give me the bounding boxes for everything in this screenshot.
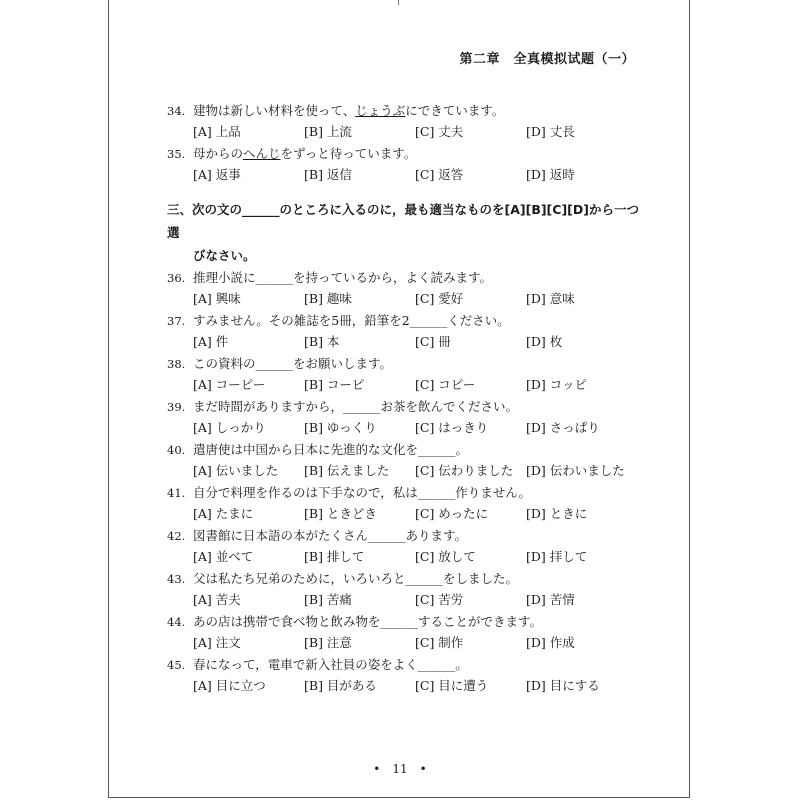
question-item xyxy=(167,568,642,611)
option-row xyxy=(167,417,642,439)
underlined-word: へんじ xyxy=(243,146,281,161)
option-b: [B] 注意 xyxy=(304,635,352,650)
question-item xyxy=(167,310,642,353)
question-text: 春になって，電車で新入社員の姿をよく______。 xyxy=(193,657,468,672)
question-text: あの店は携帯で食べ物と飲み物を______することができます。 xyxy=(193,614,543,629)
option-b: [B] ゆっくり xyxy=(304,420,377,435)
option-row xyxy=(167,460,642,482)
question-item xyxy=(167,100,642,143)
option-row xyxy=(167,589,642,611)
option-d: [D] ときに xyxy=(526,506,588,521)
option-a: [A] 注文 xyxy=(193,635,241,650)
section-instruction-line1: 三、次の文の______のところに入るのに，最も適当なものを[A][B][C][D]から一つ選 xyxy=(167,202,639,240)
option-a: [A] 苦夫 xyxy=(193,592,241,607)
option-c: [C] 返答 xyxy=(415,167,464,182)
option-b: [B] 苦痛 xyxy=(304,592,352,607)
section-heading xyxy=(167,198,647,267)
option-row xyxy=(167,121,642,143)
option-a: [A] コーピー xyxy=(193,377,266,392)
option-row xyxy=(167,503,642,525)
page-title: 第二章 全真模拟试题（一） xyxy=(459,52,635,67)
option-row xyxy=(167,675,642,697)
option-d: [D] さっぱり xyxy=(526,420,600,435)
option-b: [B] コーピ xyxy=(304,377,365,392)
question-item xyxy=(167,439,642,482)
option-c: [C] 制作 xyxy=(415,635,464,650)
question-number: 40. xyxy=(167,443,186,457)
option-row xyxy=(167,331,642,353)
question-number: 37. xyxy=(167,314,186,328)
question-text: すみません。その雑誌を5冊，鉛筆を2______ください。 xyxy=(193,313,510,328)
option-a: [A] 伝いました xyxy=(193,463,279,478)
page-number: 11 xyxy=(392,762,408,776)
option-c: [C] 冊 xyxy=(415,334,451,349)
question-item xyxy=(167,396,642,439)
question-item xyxy=(167,143,642,186)
option-c: [C] めったに xyxy=(415,506,489,521)
option-a: [A] しっかり xyxy=(193,420,266,435)
option-row xyxy=(167,374,642,396)
option-c: [C] 苦労 xyxy=(415,592,464,607)
option-d: [D] 作成 xyxy=(526,635,575,650)
question-text: 父は私たち兄弟のために，いろいろと______をしました。 xyxy=(193,571,519,586)
question-text: この資料の______をお願いします。 xyxy=(193,356,393,371)
question-item xyxy=(167,611,642,654)
option-d: [D] 伝わいました xyxy=(526,463,625,478)
option-b: [B] 上流 xyxy=(304,124,352,139)
question-number: 42. xyxy=(167,529,186,543)
question-text: をずっと待っています。 xyxy=(280,146,417,161)
question-text: 遣唐使は中国から日本に先進的な文化を______。 xyxy=(193,442,469,457)
question-number: 41. xyxy=(167,486,186,500)
option-a: [A] 件 xyxy=(193,334,229,349)
section-instruction-line2: びなさい。 xyxy=(193,248,256,263)
question-content xyxy=(167,100,642,697)
question-item xyxy=(167,353,642,396)
option-c: [C] コピー xyxy=(415,377,476,392)
question-text: 推理小説に______を持っているから，よく読みます。 xyxy=(193,270,493,285)
question-list xyxy=(167,267,642,697)
question-text: 自分で料理を作るのは下手なので，私は______作りません。 xyxy=(193,485,532,500)
option-a: [A] 興味 xyxy=(193,291,241,306)
question-item xyxy=(167,525,642,568)
top-mark xyxy=(398,0,399,5)
question-text: にできています。 xyxy=(405,103,505,118)
question-text: まだ時間がありますから，______お茶を飲んでください。 xyxy=(193,399,519,414)
option-a: [A] 目に立つ xyxy=(193,678,266,693)
option-d: [D] 返時 xyxy=(526,167,575,182)
question-number: 36. xyxy=(167,271,186,285)
option-c: [C] 伝わりました xyxy=(415,463,514,478)
option-d: [D] 目にする xyxy=(526,678,600,693)
option-b: [B] 趣味 xyxy=(304,291,352,306)
option-row xyxy=(167,632,642,654)
question-item xyxy=(167,267,642,310)
option-row xyxy=(167,164,642,186)
option-b: [B] 排して xyxy=(304,549,365,564)
option-b: [B] 返信 xyxy=(304,167,352,182)
option-row xyxy=(167,546,642,568)
option-c: [C] 目に遭う xyxy=(415,678,489,693)
question-number: 35. xyxy=(167,147,186,161)
question-item xyxy=(167,654,642,697)
option-a: [A] 返事 xyxy=(193,167,241,182)
option-a: [A] 並べて xyxy=(193,549,254,564)
footer-bullet: • xyxy=(373,762,381,776)
option-d: [D] 意味 xyxy=(526,291,575,306)
question-text: 建物は新しい材料を使って、 xyxy=(193,103,356,118)
option-d: [D] 拝して xyxy=(526,549,588,564)
question-number: 39. xyxy=(167,400,186,414)
option-d: [D] 丈長 xyxy=(526,124,575,139)
option-b: [B] ときどき xyxy=(304,506,377,521)
option-d: [D] コッピ xyxy=(526,377,587,392)
question-number: 38. xyxy=(167,357,186,371)
option-d: [D] 苦情 xyxy=(526,592,575,607)
option-c: [C] 放して xyxy=(415,549,476,564)
option-row xyxy=(167,288,642,310)
option-a: [A] 上品 xyxy=(193,124,241,139)
question-number: 34. xyxy=(167,104,186,118)
option-c: [C] 丈夫 xyxy=(415,124,464,139)
question-number: 45. xyxy=(167,658,186,672)
question-item xyxy=(167,482,642,525)
page-footer xyxy=(0,762,800,776)
footer-bullet: • xyxy=(419,762,427,776)
option-d: [D] 枚 xyxy=(526,334,563,349)
underlined-word: じょうぶ xyxy=(355,103,406,118)
question-number: 43. xyxy=(167,572,186,586)
option-b: [B] 本 xyxy=(304,334,340,349)
option-b: [B] 目がある xyxy=(304,678,377,693)
option-b: [B] 伝えました xyxy=(304,463,390,478)
option-c: [C] 愛好 xyxy=(415,291,464,306)
question-text: 図書館に日本語の本がたくさん______あります。 xyxy=(193,528,468,543)
option-a: [A] たまに xyxy=(193,506,254,521)
option-c: [C] はっきり xyxy=(415,420,489,435)
question-number: 44. xyxy=(167,615,186,629)
question-text: 母からの xyxy=(193,146,244,161)
